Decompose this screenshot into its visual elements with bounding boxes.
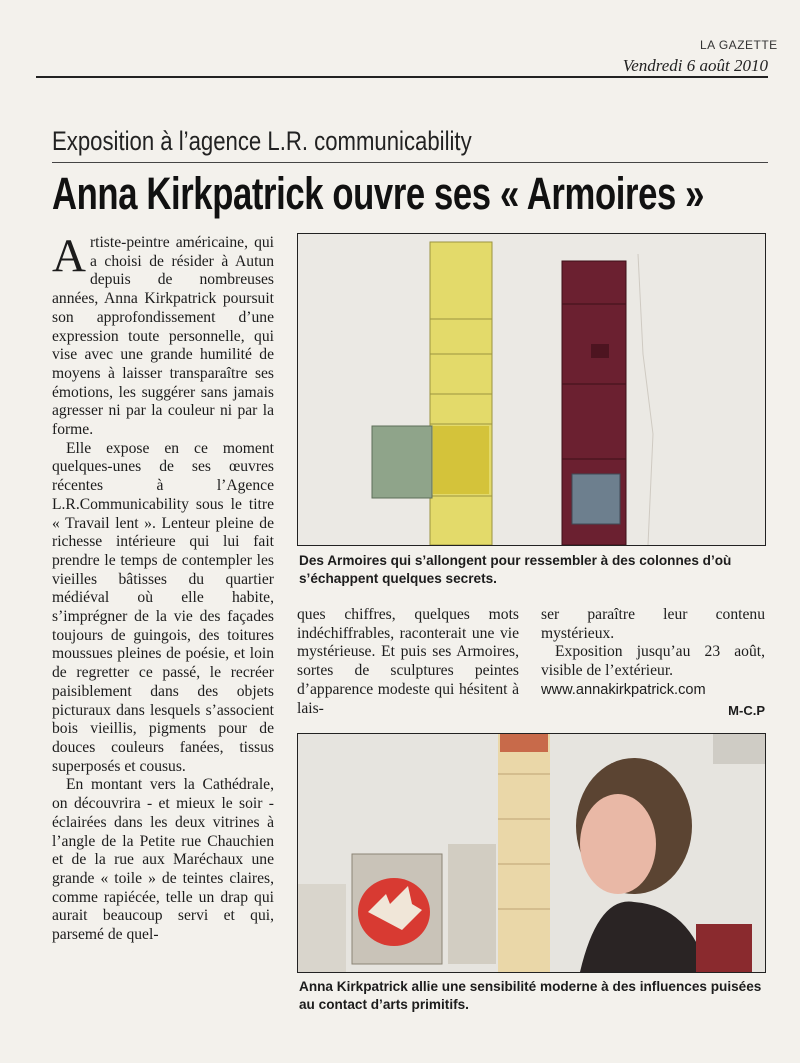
photo-armoires <box>297 233 766 546</box>
paragraph-1-text: rtiste-peintre américaine, qui a choisi de résider à Autun depuis de nombreuses années, Anna Kirkpatrick poursuit son approfondissement d’une expression toute personnelle, qui vise avec une grande humilité de moyens à laisser transparaître ses émotions, les suggérer sans jamais agresser ni par la couleur ni par la forme. <box>52 234 274 439</box>
author-signature: M-C.P <box>728 702 765 718</box>
paragraph-3: En montant vers la Cathédrale, on découvrira - et mieux le soir - éclairées dans les deux vitrines à l’angle de la Petite rue Chauchien et de la rue aux Maréchaux une grande « toile » de teintes claires, comme rapiécée, telle un drap qui aurait beaucoup servi et qui, parsemé de quel- <box>52 776 274 944</box>
article-headline: Anna Kirkpatrick ouvre ses « Armoires » <box>52 168 704 219</box>
website-url: www.annakirkpatrick.com <box>541 681 706 698</box>
photo-2-caption: Anna Kirkpatrick allie une sensibilité moderne à des influences puisées au contact d’arts primitifs. <box>299 979 762 1012</box>
masthead-paper-name: LA GAZETTE <box>700 38 778 52</box>
armoires-illustration <box>298 234 765 545</box>
drop-cap: A <box>52 230 86 282</box>
text-column-2 <box>297 606 519 718</box>
paragraph-1 <box>52 230 274 440</box>
text-column-1 <box>52 230 274 945</box>
paragraph-2: Elle expose en ce moment quelques-unes de ses œuvres récentes à l’Agence L.R.Communicability sous le titre « Travail lent ». Lenteur pleine de richesse intérieure qui lui fait prendre le temps de contempler les vieilles bâtisses du quartier médiéval où elle habite, s’imprégner de la vie des façades toujours de guingois, des toitures moussues pleines de poésie, et loin de regretter ce passé, le recréer paisiblement dans des objets picturaux dans lesquels s’associent bois vieillis, pigments pour de douces couleurs fanées, tissus superposés et cousus. <box>52 439 274 775</box>
artist-portrait-illustration <box>298 734 765 972</box>
kicker-rule <box>52 162 768 163</box>
exhibition-dates: Exposition jusqu’au 23 août, visible de l’extérieur. <box>541 643 765 680</box>
text-column-3 <box>541 606 765 720</box>
masthead-rule <box>36 76 768 78</box>
issue-date: Vendredi 6 août 2010 <box>622 56 768 75</box>
article-kicker: Exposition à l’agence L.R. communicability <box>52 126 472 156</box>
column-2-text: ques chiffres, quelques mots indéchiffrables, raconterait une vie mystérieuse. Et puis ses Armoires, sortes de sculptures peintes d’apparence modeste qui hésitent à lais- <box>297 606 519 717</box>
column-3-continuation: ser paraître leur contenu mystérieux. <box>541 606 765 642</box>
photo-1-caption: Des Armoires qui s’allongent pour ressembler à des colonnes d’où s’échappent quelques secrets. <box>299 553 732 586</box>
photo-artist-portrait <box>297 733 766 973</box>
